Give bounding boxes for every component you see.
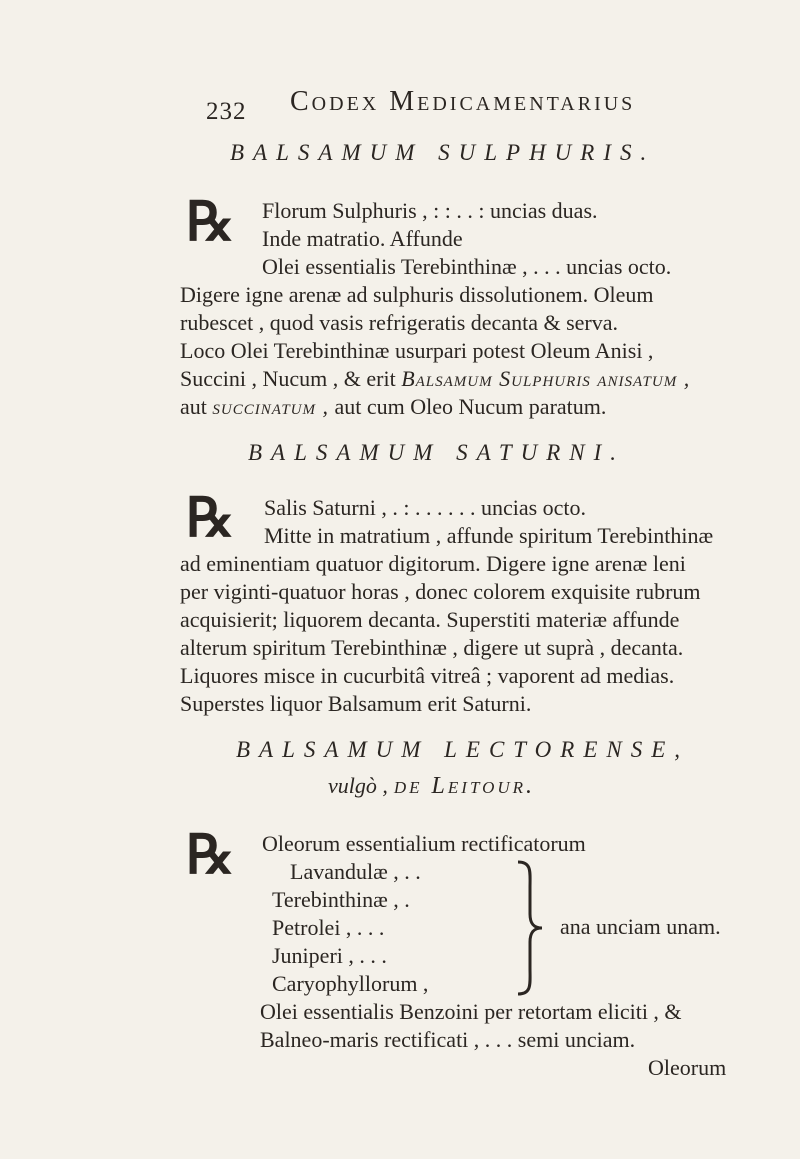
recipe1-line-3: Olei essentialis Terebinthinæ , . . . uncias octo. — [262, 254, 672, 279]
recipe2-line-4: per viginti-quatuor horas , donec colorem exquisite rubrum — [180, 579, 701, 604]
recipe1-line-4: Digere igne arenæ ad sulphuris dissolutionem. Oleum — [180, 282, 654, 307]
svg-text:℞: ℞ — [186, 196, 235, 246]
recipe-symbol-icon — [186, 196, 248, 246]
right-brace-icon — [514, 858, 548, 998]
recipe-symbol-icon — [186, 492, 248, 542]
recipe3-line-7: Olei essentialis Benzoini per retortam eliciti , & — [260, 999, 682, 1024]
recipe3-subtitle-name: de Leitour. — [393, 773, 536, 799]
recipe-title-sulphuris: BALSAMUM SULPHURIS. — [230, 140, 656, 165]
recipe3-item-juniperi: Juniperi , . . . — [272, 943, 387, 968]
recipe3-subtitle — [328, 773, 535, 800]
recipe2-line-3: ad eminentiam quatuor digitorum. Digere igne arenæ leni — [180, 551, 686, 576]
recipe1-line-1: Florum Sulphuris , : : . . : uncias duas. — [262, 198, 598, 223]
catchword: Oleorum — [648, 1055, 727, 1080]
recipe3-subtitle-vulgo: vulgò , — [328, 773, 388, 798]
recipe1-line-7-text: Succini , Nucum , & erit — [180, 366, 396, 391]
recipe3-line-8: Balneo-maris rectificati , . . . semi unciam. — [260, 1027, 636, 1052]
recipe2-line-5: acquisierit; liquorem decanta. Superstiti materiæ affunde — [180, 607, 680, 632]
recipe-title-lectorense: BALSAMUM LECTORENSE, — [236, 737, 690, 762]
recipe1-line-7-smallcaps: Balsamum Sulphuris anisatum , — [401, 366, 691, 391]
svg-text:℞: ℞ — [186, 829, 235, 879]
recipe3-item-terebinthinae: Terebinthinæ , . — [272, 887, 410, 912]
recipe3-item-petrolei: Petrolei , . . . — [272, 915, 385, 940]
recipe2-line-2: Mitte in matratium , affunde spiritum Terebinthinæ — [264, 523, 714, 548]
svg-text:℞: ℞ — [186, 492, 235, 542]
recipe2-line-8: Superstes liquor Balsamum erit Saturni. — [180, 691, 532, 716]
recipe-symbol-icon — [186, 829, 248, 879]
recipe3-item-caryophyllorum: Caryophyllorum , — [272, 971, 429, 996]
recipe2-line-1: Salis Saturni , . : . . . . . . uncias octo. — [264, 495, 587, 520]
recipe3-intro: Oleorum essentialium rectificatorum — [262, 831, 586, 856]
recipe1-line-2: Inde matratio. Affunde — [262, 226, 463, 251]
recipe3-item-lavandulae: Lavandulæ , . . — [290, 859, 421, 884]
page-number: 232 — [206, 98, 247, 125]
recipe1-line-8-post: aut cum Oleo Nucum paratum. — [334, 394, 607, 419]
recipe1-line-8-pre: aut — [180, 394, 207, 419]
recipe1-line-8 — [180, 394, 606, 420]
recipe-title-saturni: BALSAMUM SATURNI. — [248, 440, 626, 465]
running-title: Codex Medicamentarius — [290, 86, 636, 117]
recipe1-line-5: rubescet , quod vasis refrigeratis decanta & serva. — [180, 310, 618, 335]
recipe1-line-6: Loco Olei Terebinthinæ usurpari potest Oleum Anisi , — [180, 338, 654, 363]
recipe1-line-7 — [180, 366, 690, 392]
recipe2-line-6: alterum spiritum Terebinthinæ , digere ut suprà , decanta. — [180, 635, 684, 660]
recipe2-line-7: Liquores misce in cucurbitâ vitreâ ; vaporent ad medias. — [180, 663, 675, 688]
recipe1-line-8-smallcaps: succinatum , — [212, 394, 330, 419]
recipe3-brace-label: ana unciam unam. — [560, 914, 721, 939]
